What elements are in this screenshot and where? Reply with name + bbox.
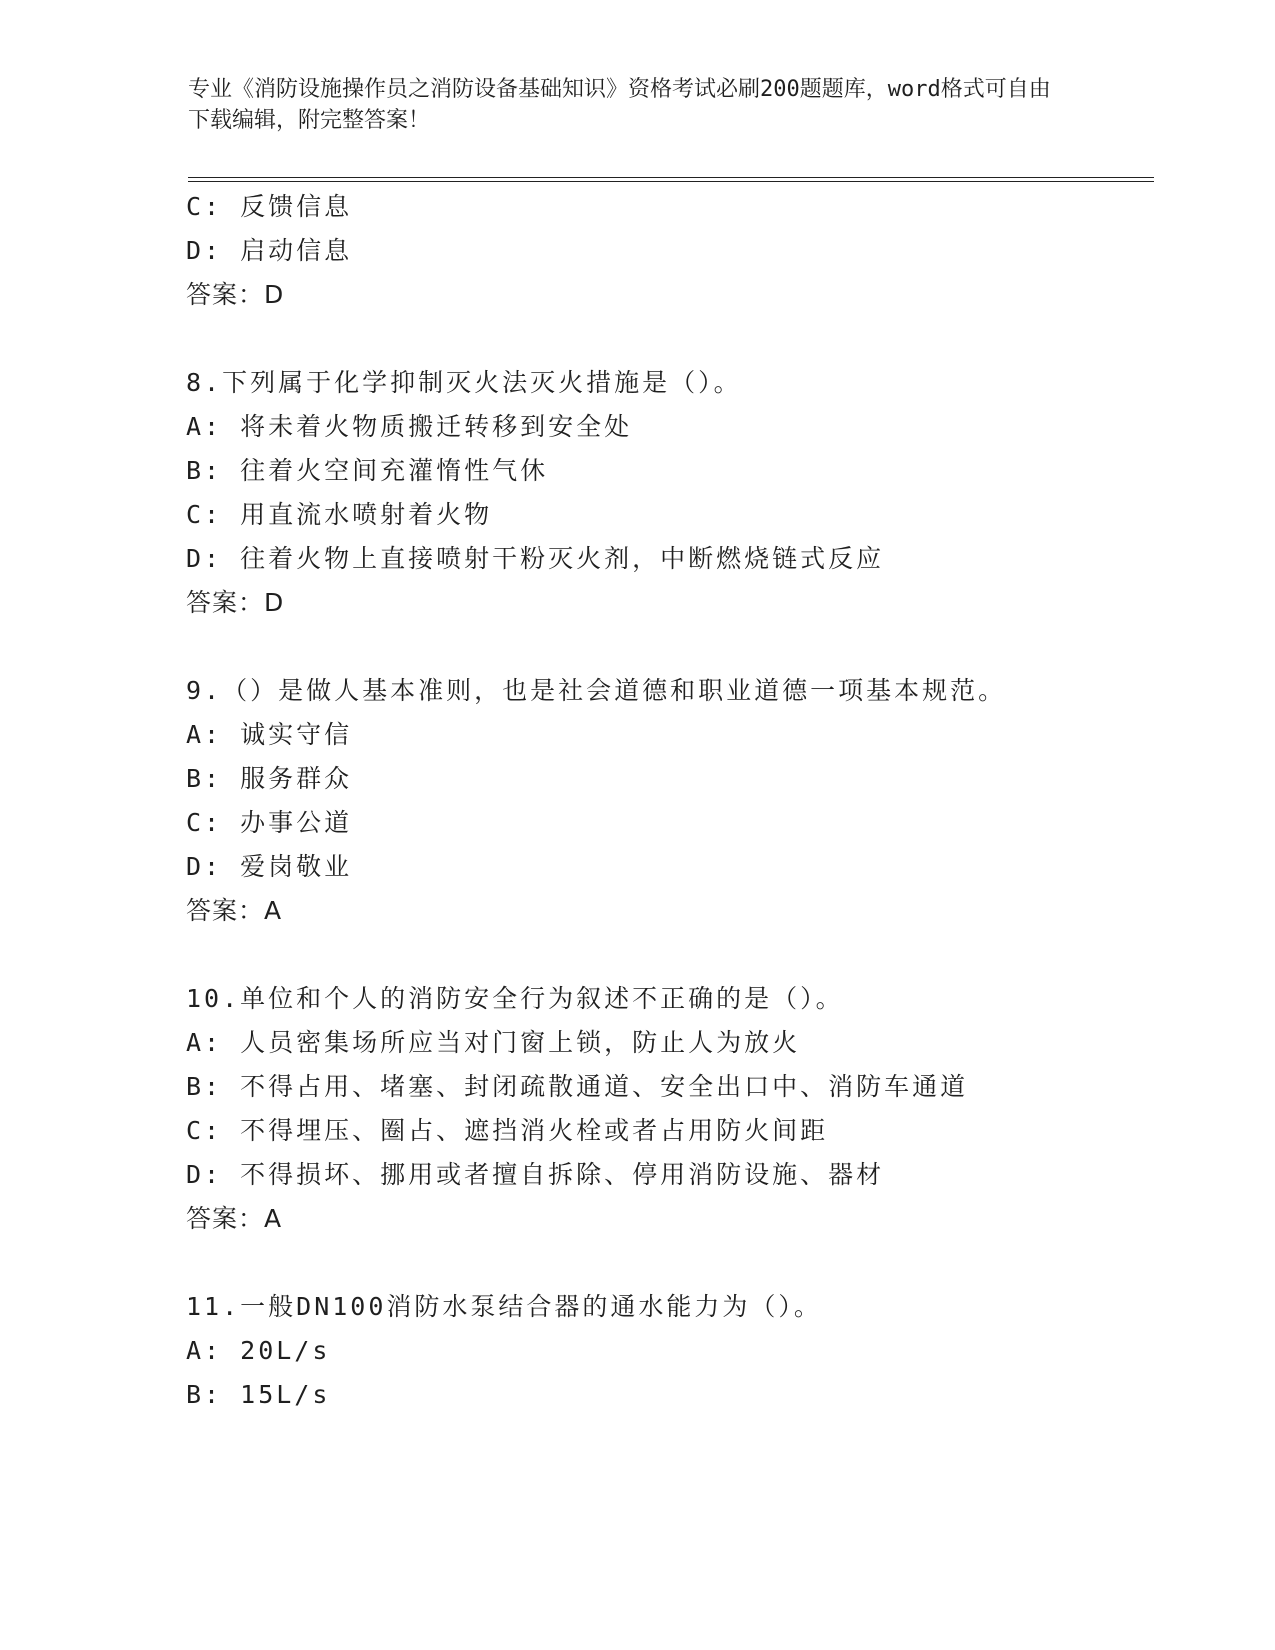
q8-answer: 答案：D (186, 588, 285, 617)
q9-option-c: C: 办事公道 (186, 808, 353, 837)
q9-answer: 答案：A (186, 896, 283, 925)
header-divider (188, 177, 1154, 182)
q11-option-a: A: 20L/s (186, 1336, 331, 1365)
q10-question: 10.单位和个人的消防安全行为叙述不正确的是（）。 (186, 984, 844, 1013)
q10-answer: 答案：A (186, 1204, 283, 1233)
q10-option-d: D: 不得损坏、挪用或者擅自拆除、停用消防设施、器材 (186, 1160, 885, 1189)
q9-option-a: A: 诚实守信 (186, 720, 353, 749)
q11-option-b: B: 15L/s (186, 1380, 331, 1409)
q8-option-c: C: 用直流水喷射着火物 (186, 500, 493, 529)
q7-answer: 答案：D (186, 280, 285, 309)
q7-option-c: C: 反馈信息 (186, 192, 353, 221)
q8-option-b: B: 往着火空间充灌惰性气休 (186, 456, 549, 485)
document-header: 专业《消防设施操作员之消防设备基础知识》资格考试必刷200题题库，word格式可自由下载编辑，附完整答案！ (188, 77, 1051, 133)
q11-question: 11.一般DN100消防水泵结合器的通水能力为（）。 (186, 1292, 822, 1321)
q8-option-d: D: 往着火物上直接喷射干粉灭火剂，中断燃烧链式反应 (186, 544, 885, 573)
q8-option-a: A: 将未着火物质搬迁转移到安全处 (186, 412, 633, 441)
q9-option-b: B: 服务群众 (186, 764, 353, 793)
q7-option-d: D: 启动信息 (186, 236, 353, 265)
q10-option-a: A: 人员密集场所应当对门窗上锁，防止人为放火 (186, 1028, 801, 1057)
q8-question: 8.下列属于化学抑制灭火法灭火措施是（）。 (186, 368, 742, 397)
q9-option-d: D: 爱岗敬业 (186, 852, 353, 881)
q9-question: 9.（）是做人基本准则，也是社会道德和职业道德一项基本规范。 (186, 676, 1007, 705)
q10-option-b: B: 不得占用、堵塞、封闭疏散通道、安全出口中、消防车通道 (186, 1072, 969, 1101)
q10-option-c: C: 不得埋压、圈占、遮挡消火栓或者占用防火间距 (186, 1116, 829, 1145)
